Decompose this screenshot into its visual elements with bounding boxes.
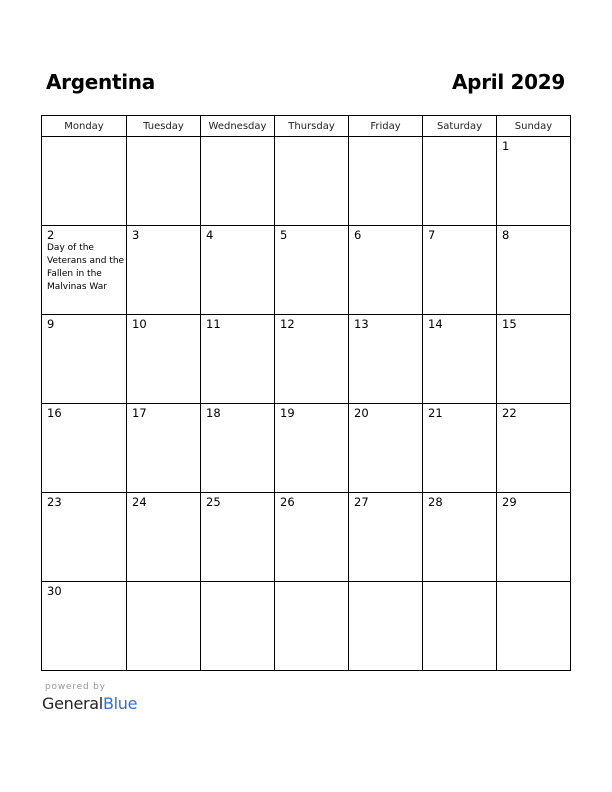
day-cell <box>497 137 571 226</box>
day-number <box>201 582 274 585</box>
day-cell <box>349 404 423 493</box>
day-cell <box>275 582 349 671</box>
day-number: 15 <box>502 317 517 331</box>
weekday-header: Monday <box>42 116 127 137</box>
day-cell <box>497 582 571 671</box>
day-cell <box>497 226 571 315</box>
day-number: 10 <box>132 317 147 331</box>
day-cell <box>349 582 423 671</box>
day-number: 29 <box>502 495 517 509</box>
brand-blue-text: Blue <box>102 694 138 713</box>
day-number: 12 <box>280 317 295 331</box>
week-row <box>42 582 571 671</box>
day-cell <box>497 404 571 493</box>
day-number: 7 <box>428 228 436 242</box>
weekday-header: Sunday <box>497 116 571 137</box>
day-cell <box>275 315 349 404</box>
day-number: 8 <box>502 228 510 242</box>
day-number <box>497 582 570 585</box>
weekday-header: Thursday <box>275 116 349 137</box>
day-cell <box>423 315 497 404</box>
day-cell <box>42 226 127 315</box>
day-cell <box>349 137 423 226</box>
day-cell <box>201 582 275 671</box>
day-number <box>127 137 200 140</box>
day-number: 6 <box>354 228 362 242</box>
day-cell <box>127 582 201 671</box>
weekday-header: Saturday <box>423 116 497 137</box>
day-number <box>275 137 348 140</box>
day-cell <box>349 493 423 582</box>
day-cell <box>127 315 201 404</box>
day-cell <box>127 137 201 226</box>
day-number: 18 <box>206 406 221 420</box>
holiday-label: Day of the Veterans and the Fallen in the Malvinas War <box>47 243 125 292</box>
day-cell <box>275 226 349 315</box>
day-cell <box>42 137 127 226</box>
day-number: 11 <box>206 317 221 331</box>
brand-general-text: General <box>42 694 103 713</box>
weekday-header: Friday <box>349 116 423 137</box>
day-number: 5 <box>280 228 288 242</box>
calendar-body <box>42 137 571 671</box>
day-number: 16 <box>47 406 62 420</box>
weekday-header: Tuesday <box>127 116 201 137</box>
day-number: 27 <box>354 495 369 509</box>
day-cell <box>201 315 275 404</box>
day-number <box>201 137 274 140</box>
month-year-title: April 2029 <box>452 70 565 94</box>
day-number: 19 <box>280 406 295 420</box>
day-number: 1 <box>502 139 510 153</box>
day-number: 25 <box>206 495 221 509</box>
day-number: 24 <box>132 495 147 509</box>
week-row <box>42 226 571 315</box>
day-number <box>423 582 496 585</box>
day-cell <box>497 315 571 404</box>
day-number <box>127 582 200 585</box>
day-cell <box>127 226 201 315</box>
weekday-header: Wednesday <box>201 116 275 137</box>
day-number: 14 <box>428 317 443 331</box>
day-cell <box>423 582 497 671</box>
day-cell <box>127 493 201 582</box>
calendar-grid <box>41 115 571 671</box>
powered-by-label: powered by <box>45 682 106 692</box>
day-cell <box>42 493 127 582</box>
day-number <box>423 137 496 140</box>
day-cell <box>42 582 127 671</box>
week-row <box>42 315 571 404</box>
week-row <box>42 404 571 493</box>
day-cell <box>349 226 423 315</box>
day-number: 2 <box>47 228 55 242</box>
day-number <box>349 582 422 585</box>
day-number: 4 <box>206 228 214 242</box>
day-number <box>349 137 422 140</box>
day-number: 30 <box>47 584 62 598</box>
generalblue-logo[interactable] <box>42 694 137 713</box>
day-number: 26 <box>280 495 295 509</box>
week-row <box>42 493 571 582</box>
day-cell <box>201 493 275 582</box>
country-title: Argentina <box>46 70 155 94</box>
day-cell <box>201 226 275 315</box>
day-number: 9 <box>47 317 55 331</box>
day-number: 23 <box>47 495 62 509</box>
weekday-header-row <box>42 116 571 137</box>
day-cell <box>423 137 497 226</box>
day-number: 13 <box>354 317 369 331</box>
day-cell <box>201 137 275 226</box>
day-cell <box>201 404 275 493</box>
day-number: 21 <box>428 406 443 420</box>
day-number: 28 <box>428 495 443 509</box>
day-number <box>42 137 126 140</box>
day-cell <box>42 404 127 493</box>
day-cell <box>423 493 497 582</box>
day-cell <box>423 404 497 493</box>
day-number: 22 <box>502 406 517 420</box>
day-cell <box>127 404 201 493</box>
day-cell <box>275 137 349 226</box>
day-cell <box>42 315 127 404</box>
day-number <box>275 582 348 585</box>
day-number: 3 <box>132 228 140 242</box>
day-cell <box>497 493 571 582</box>
week-row <box>42 137 571 226</box>
day-cell <box>275 404 349 493</box>
day-cell <box>423 226 497 315</box>
day-cell <box>349 315 423 404</box>
day-number: 17 <box>132 406 147 420</box>
day-number: 20 <box>354 406 369 420</box>
day-cell <box>275 493 349 582</box>
